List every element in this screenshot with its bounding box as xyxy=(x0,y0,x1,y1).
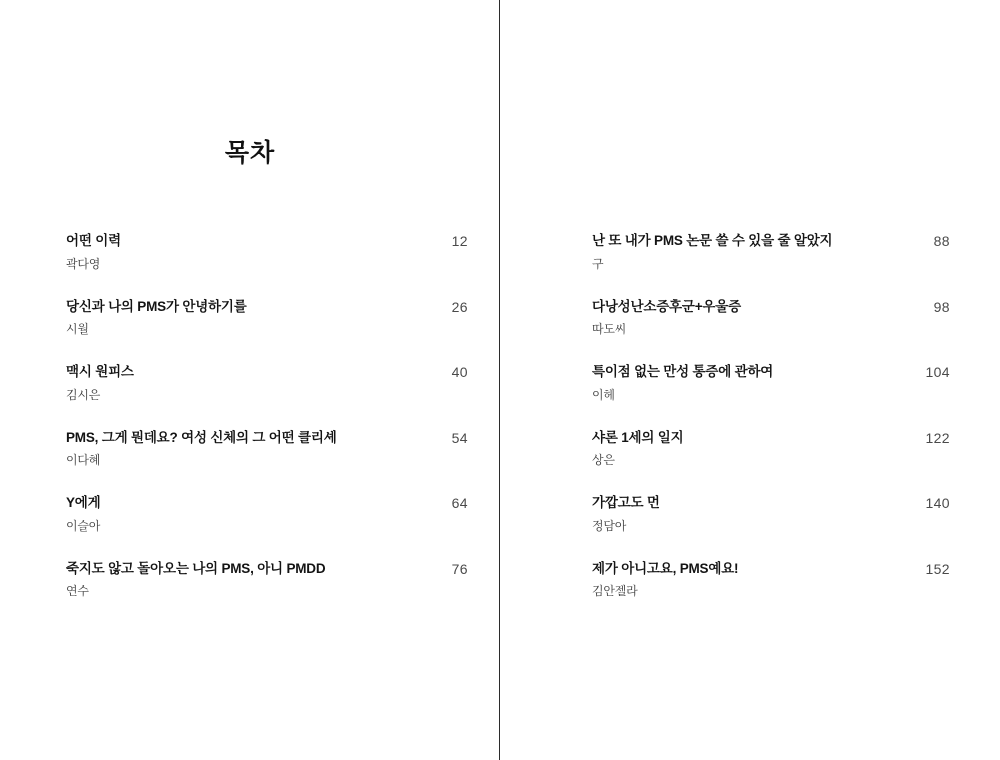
toc-entry-title: 난 또 내가 PMS 논문 쓸 수 있을 줄 알았지 xyxy=(592,233,833,248)
list-item[interactable] xyxy=(500,232,1000,272)
toc-entry-page-number: 98 xyxy=(933,298,950,315)
toc-entry-author: 상은 xyxy=(592,453,615,468)
toc-entry-author: 이슬아 xyxy=(66,518,101,533)
list-item[interactable] xyxy=(0,363,500,403)
toc-entry-title: 맥시 원피스 xyxy=(66,364,134,380)
toc-entry-text xyxy=(66,494,434,534)
toc-entry-author: 구 xyxy=(592,256,604,271)
toc-entry-page-number: 12 xyxy=(451,233,468,249)
toc-entry-page-number: 26 xyxy=(451,298,468,315)
toc-entry-author: 이헤 xyxy=(592,387,615,402)
toc-entry-title: 샤론 1세의 일지 xyxy=(592,429,684,445)
toc-entry-author: 시월 xyxy=(66,322,89,337)
toc-entry-author: 연수 xyxy=(66,584,89,599)
toc-list-right xyxy=(500,232,1000,625)
toc-entry-page-number: 140 xyxy=(925,495,950,512)
list-item[interactable] xyxy=(500,494,1000,534)
list-item[interactable] xyxy=(500,429,1000,469)
toc-entry-author: 정담아 xyxy=(592,518,627,533)
toc-entry-text xyxy=(592,363,914,403)
toc-entry-author: 김시은 xyxy=(66,387,101,402)
toc-entry-page-number: 88 xyxy=(933,233,950,249)
toc-entry-page-number: 64 xyxy=(451,495,468,512)
toc-entry-title: PMS, 그게 뭔데요? 여성 신체의 그 어떤 클리셰 xyxy=(66,429,337,445)
toc-entry-text xyxy=(592,232,914,272)
toc-entry-page-number: 40 xyxy=(451,364,468,381)
toc-entry-title: 제가 아니고요, PMS예요! xyxy=(592,560,739,576)
toc-entry-text xyxy=(592,494,914,534)
toc-list-left xyxy=(0,232,500,625)
list-item[interactable] xyxy=(500,298,1000,338)
toc-entry-author: 이다혜 xyxy=(66,453,101,468)
toc-entry-page-number: 76 xyxy=(451,560,468,577)
toc-entry-text xyxy=(66,560,434,600)
toc-entry-author: 김안젤라 xyxy=(592,584,638,599)
toc-entry-title: 당신과 나의 PMS가 안녕하기를 xyxy=(66,298,247,314)
toc-entry-page-number: 54 xyxy=(451,429,468,446)
toc-entry-page-number: 104 xyxy=(925,364,950,381)
list-item[interactable] xyxy=(0,429,500,469)
toc-entry-page-number: 152 xyxy=(925,560,950,577)
toc-entry-text xyxy=(66,363,434,403)
toc-entry-text xyxy=(592,298,914,338)
toc-entry-text xyxy=(592,429,914,469)
toc-entry-text xyxy=(66,232,434,272)
toc-entry-text xyxy=(592,560,914,600)
toc-entry-page-number: 122 xyxy=(925,429,950,446)
toc-entry-author: 곽다영 xyxy=(66,256,101,271)
list-item[interactable] xyxy=(0,298,500,338)
list-item[interactable] xyxy=(0,232,500,272)
toc-entry-author: 따도씨 xyxy=(592,322,627,337)
list-item[interactable] xyxy=(500,560,1000,600)
list-item[interactable] xyxy=(0,494,500,534)
toc-entry-title: 다낭성난소증후군+우울증 xyxy=(592,298,741,314)
toc-entry-title: 가깝고도 먼 xyxy=(592,495,660,511)
page-title: 목차 xyxy=(224,139,276,167)
toc-entry-title: 특이점 없는 만성 통증에 관하여 xyxy=(592,364,774,380)
page-right xyxy=(500,0,1000,760)
toc-entry-text xyxy=(66,429,434,469)
toc-entry-title: Y에게 xyxy=(66,495,101,511)
toc-entry-text xyxy=(66,298,434,338)
list-item[interactable] xyxy=(500,363,1000,403)
toc-entry-title: 죽지도 않고 돌아오는 나의 PMS, 아니 PMDD xyxy=(66,560,326,576)
toc-entry-title: 어떤 이력 xyxy=(66,233,121,248)
list-item[interactable] xyxy=(0,560,500,600)
